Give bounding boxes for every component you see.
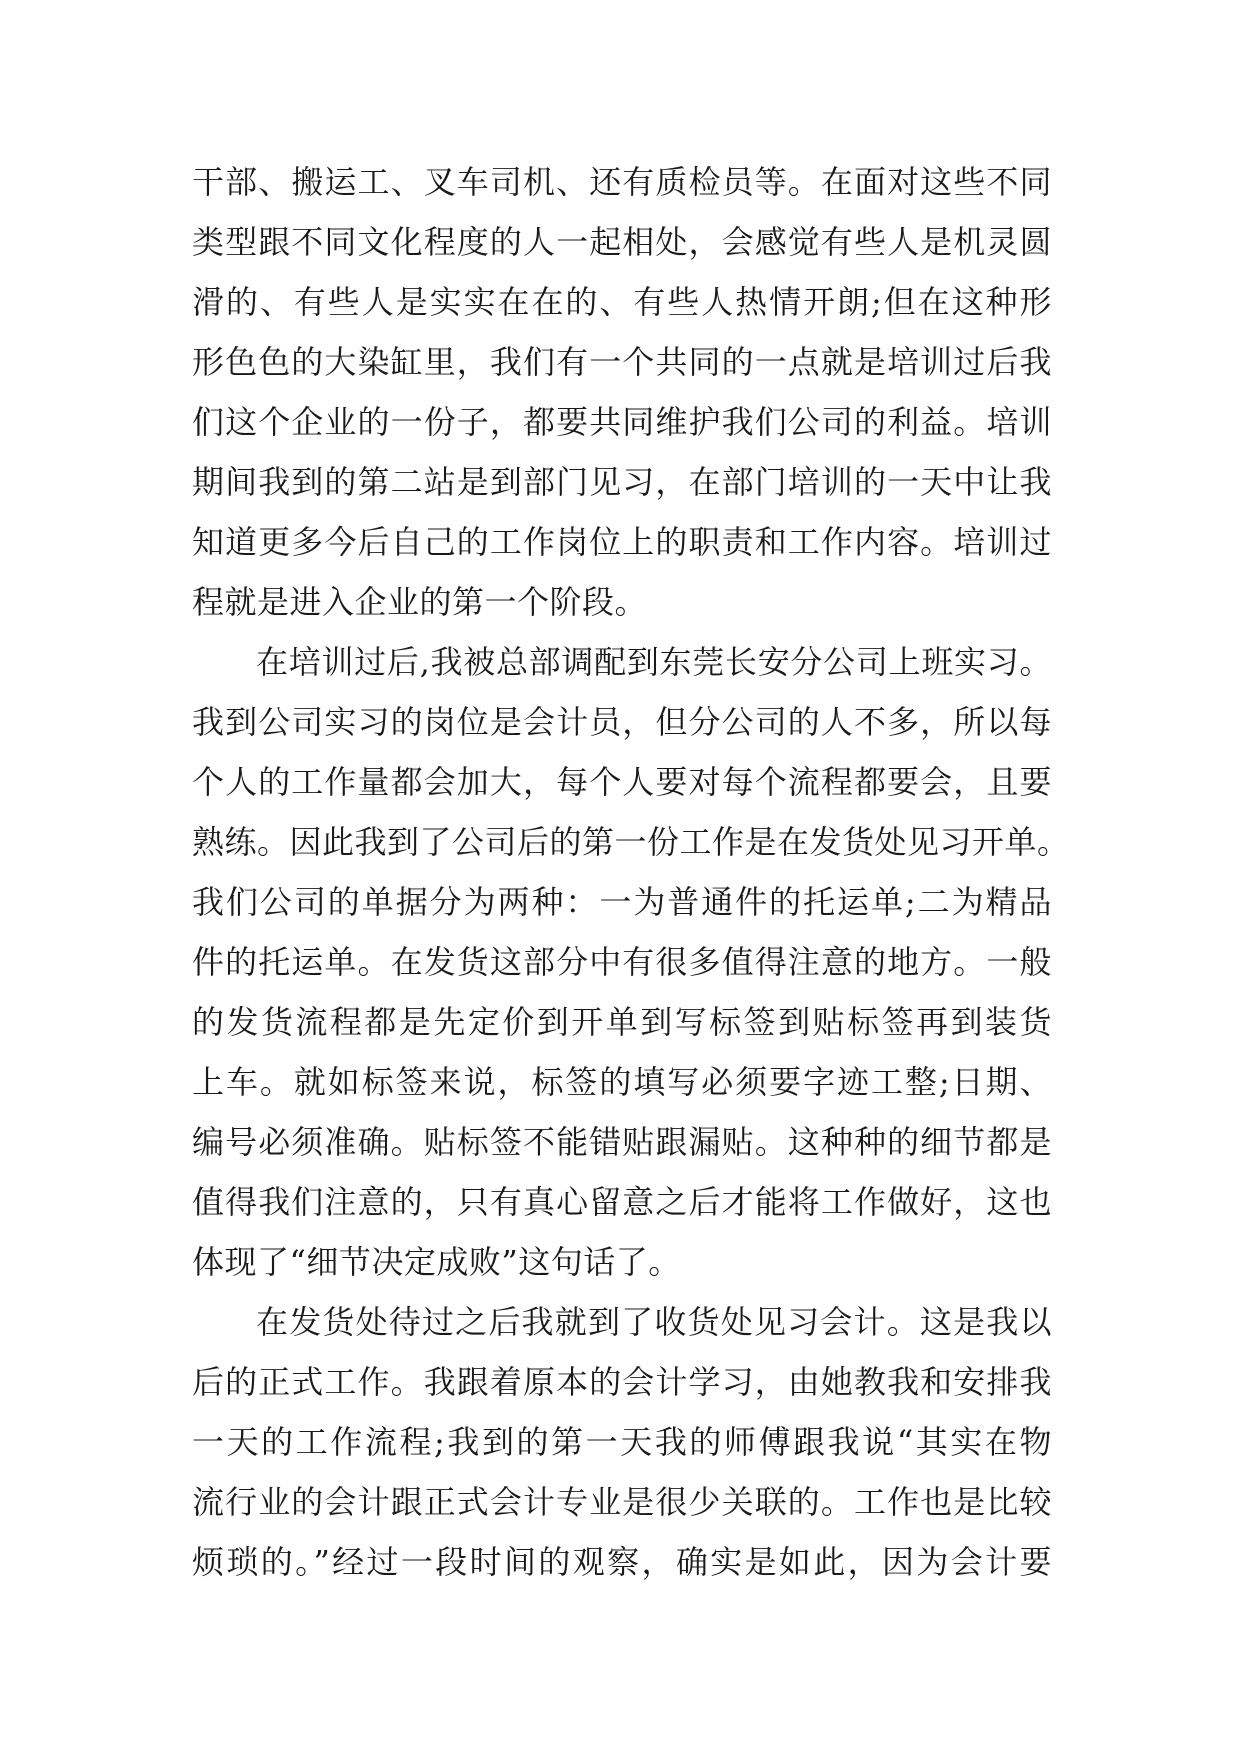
text-line: 形色色的大染缸里，我们有一个共同的一点就是培训过后我 [192,343,1052,381]
text-line: 我们公司的单据分为两种：一为普通件的托运单;二为精品 [192,883,1052,921]
text-line: 件的托运单。在发货这部分中有很多值得注意的地方。一般 [192,943,1052,981]
text-line: 程就是进入企业的第一个阶段。 [192,583,648,621]
document-body [192,152,1070,1592]
text-line: 上车。就如标签来说，标签的填写必须要字迹工整;日期、 [192,1063,1052,1101]
text-line: 烦琐的。”经过一段时间的观察，确实是如此，因为会计要 [192,1543,1052,1581]
text-line: 一天的工作流程;我到的第一天我的师傅跟我说“其实在物 [192,1423,1052,1461]
text-line: 干部、搬运工、叉车司机、还有质检员等。在面对这些不同 [192,163,1052,201]
text-line: 们这个企业的一份子，都要共同维护我们公司的利益。培训 [192,403,1052,441]
text-line: 熟练。因此我到了公司后的第一份工作是在发货处见习开单。 [192,823,1070,861]
text-line: 期间我到的第二站是到部门见习，在部门培训的一天中让我 [192,463,1052,501]
text-line: 后的正式工作。我跟着原本的会计学习，由她教我和安排我 [192,1363,1052,1401]
text-line: 编号必须准确。贴标签不能错贴跟漏贴。这种种的细节都是 [192,1123,1052,1161]
text-line: 类型跟不同文化程度的人一起相处，会感觉有些人是机灵圆 [192,223,1052,261]
text-line: 体现了“细节决定成败”这句话了。 [192,1243,681,1281]
text-line: 在发货处待过之后我就到了收货处见习会计。这是我以 [256,1303,1052,1341]
text-line: 在培训过后,我被总部调配到东莞长安分公司上班实习。 [256,643,1052,681]
text-line: 的发货流程都是先定价到开单到写标签到贴标签再到装货 [192,1003,1052,1041]
text-line: 我到公司实习的岗位是会计员，但分公司的人不多，所以每 [192,703,1052,741]
text-line: 知道更多今后自己的工作岗位上的职责和工作内容。培训过 [192,523,1052,561]
text-line: 流行业的会计跟正式会计专业是很少关联的。工作也是比较 [192,1483,1052,1521]
text-line: 滑的、有些人是实实在在的、有些人热情开朗;但在这种形 [192,283,1052,321]
paragraph-2 [192,632,1070,1292]
paragraph-1 [192,152,1052,632]
text-line: 个人的工作量都会加大，每个人要对每个流程都要会，且要 [192,763,1052,801]
text-line: 值得我们注意的，只有真心留意之后才能将工作做好，这也 [192,1183,1052,1221]
paragraph-3 [192,1292,1052,1592]
